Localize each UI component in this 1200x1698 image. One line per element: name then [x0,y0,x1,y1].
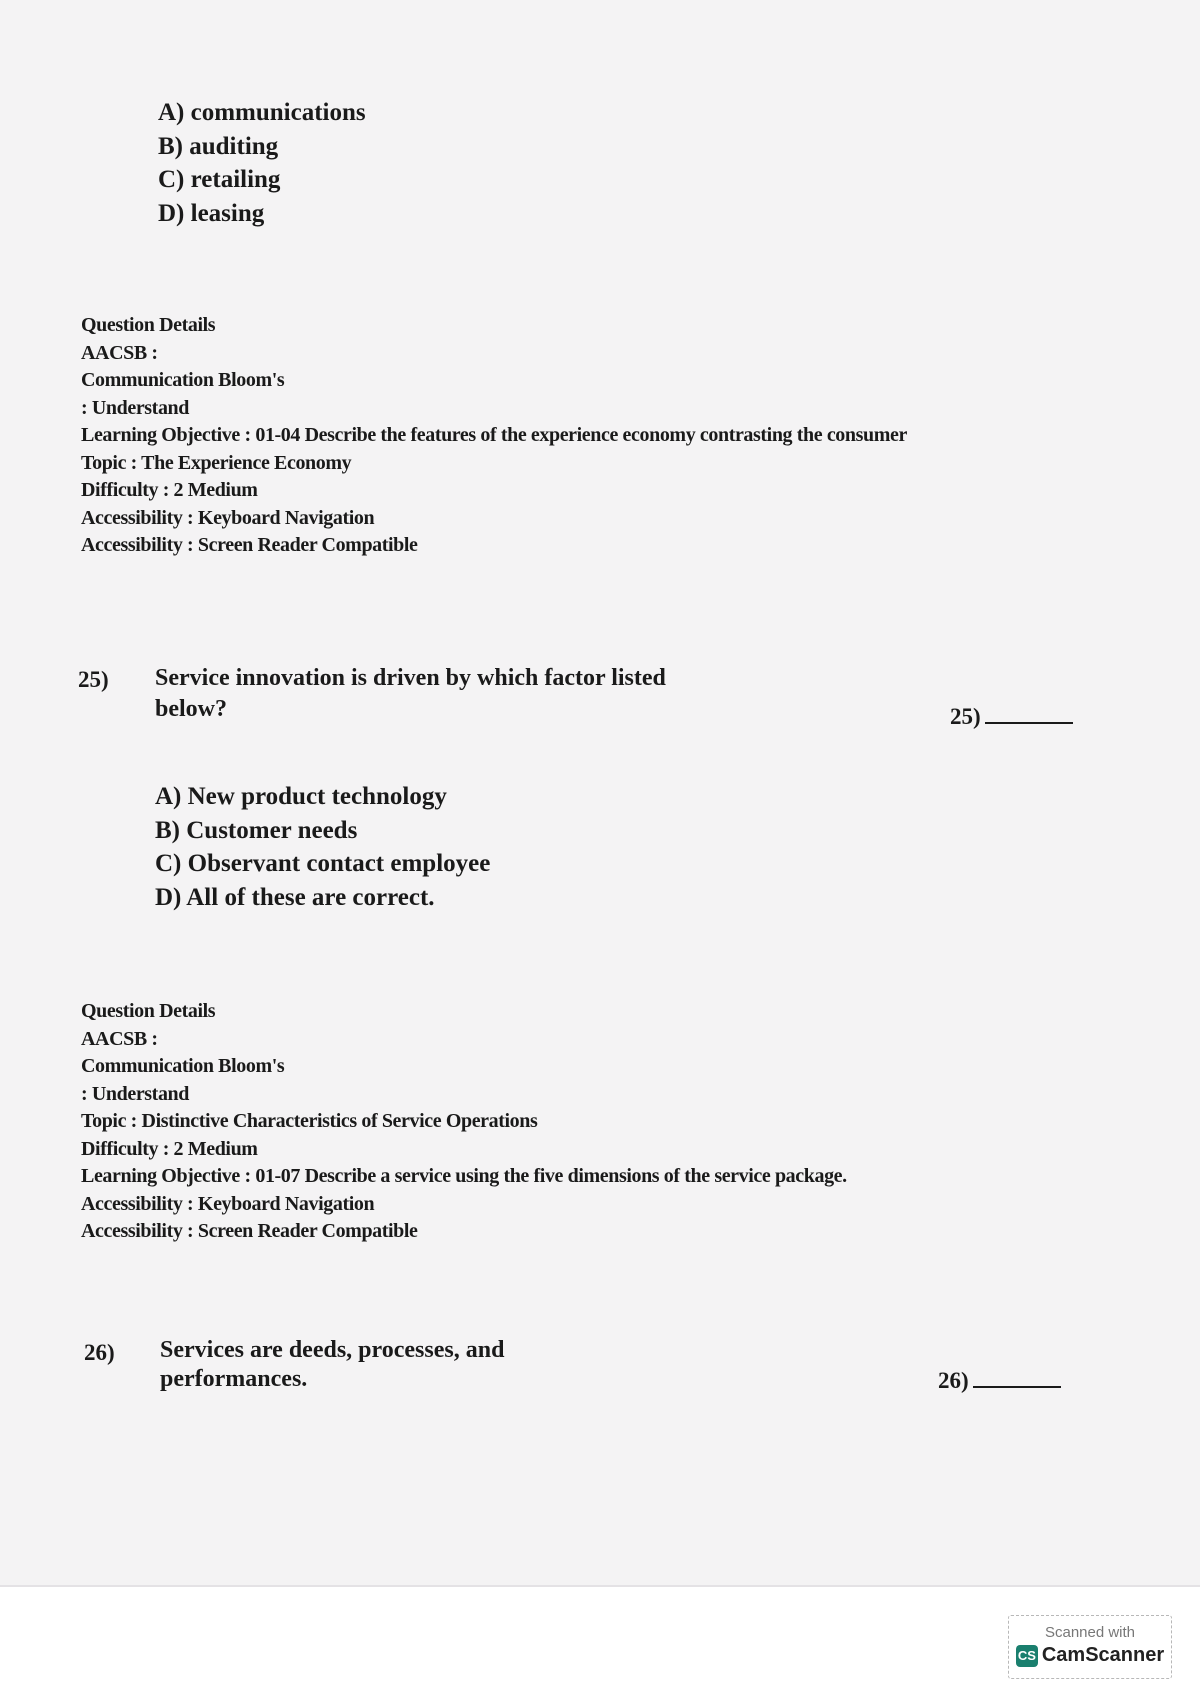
details-accessibility-screen-reader: Accessibility : Screen Reader Compatible [81,534,418,556]
details-understand: : Understand [81,396,189,419]
details-accessibility-keyboard: Accessibility : Keyboard Navigation [81,1192,375,1215]
camscanner-brand-row [1009,1644,1171,1667]
q25-options [155,780,490,914]
q25-answer-label: 25) [950,704,981,729]
q26-question-line-1: Services are deeds, processes, and [160,1337,505,1363]
details-accessibility-screen-reader: Accessibility : Screen Reader Compatible [81,1220,418,1242]
details-learning-objective: Learning Objective : 01-04 Describe the features of the experience economy contrasting the consumer [81,424,907,446]
q25-number: 25) [78,667,109,692]
q25-option-d: D) All of these are correct. [155,883,435,911]
q25-question [155,663,666,725]
q26-answer-line [973,1366,1061,1388]
details-aacsb: AACSB : [81,341,158,364]
q24-details [81,312,907,560]
q24-option-d: D) leasing [158,199,265,227]
q25-option-b: B) Customer needs [155,816,358,844]
details-heading: Question Details [81,314,216,336]
details-accessibility-keyboard: Accessibility : Keyboard Navigation [81,506,375,529]
details-topic: Topic : Distinctive Characteristics of Service Operations [81,1110,538,1132]
details-difficulty: Difficulty : 2 Medium [81,479,258,501]
details-bloom: Communication Bloom's [81,1055,285,1077]
q26-question-line-2: performances. [160,1366,308,1392]
details-learning-objective: Learning Objective : 01-07 Describe a service using the five dimensions of the service package. [81,1165,847,1187]
details-aacsb: AACSB : [81,1027,158,1050]
camscanner-brand-text: CamScanner [1041,1644,1165,1666]
details-topic: Topic : The Experience Economy [81,451,352,474]
q25-answer-line [985,702,1073,724]
details-understand: : Understand [81,1082,189,1105]
details-heading: Question Details [81,1000,216,1022]
q25-answer-blank[interactable] [950,702,1073,730]
camscanner-logo-icon: CS [1016,1645,1038,1667]
q24-option-a: A) communications [158,99,366,126]
q25-option-c: C) Observant contact employee [155,850,491,877]
q26-number: 26) [84,1340,115,1365]
q26-answer-label: 26) [938,1368,969,1393]
q25-question-line-1: Service innovation is driven by which factor listed [155,665,666,691]
details-bloom: Communication Bloom's [81,369,285,391]
q25-question-line-2: below? [155,696,227,722]
q26-question [160,1336,504,1394]
details-difficulty: Difficulty : 2 Medium [81,1137,258,1160]
camscanner-watermark [1008,1615,1172,1679]
q24-option-b: B) auditing [158,132,279,160]
scanned-with-text: Scanned with [1044,1624,1136,1641]
q25-details [81,998,847,1246]
q25-option-a: A) New product technology [155,783,447,810]
q26-answer-blank[interactable] [938,1366,1061,1394]
q24-option-c: C) retailing [158,166,281,193]
q24-options [158,96,366,230]
